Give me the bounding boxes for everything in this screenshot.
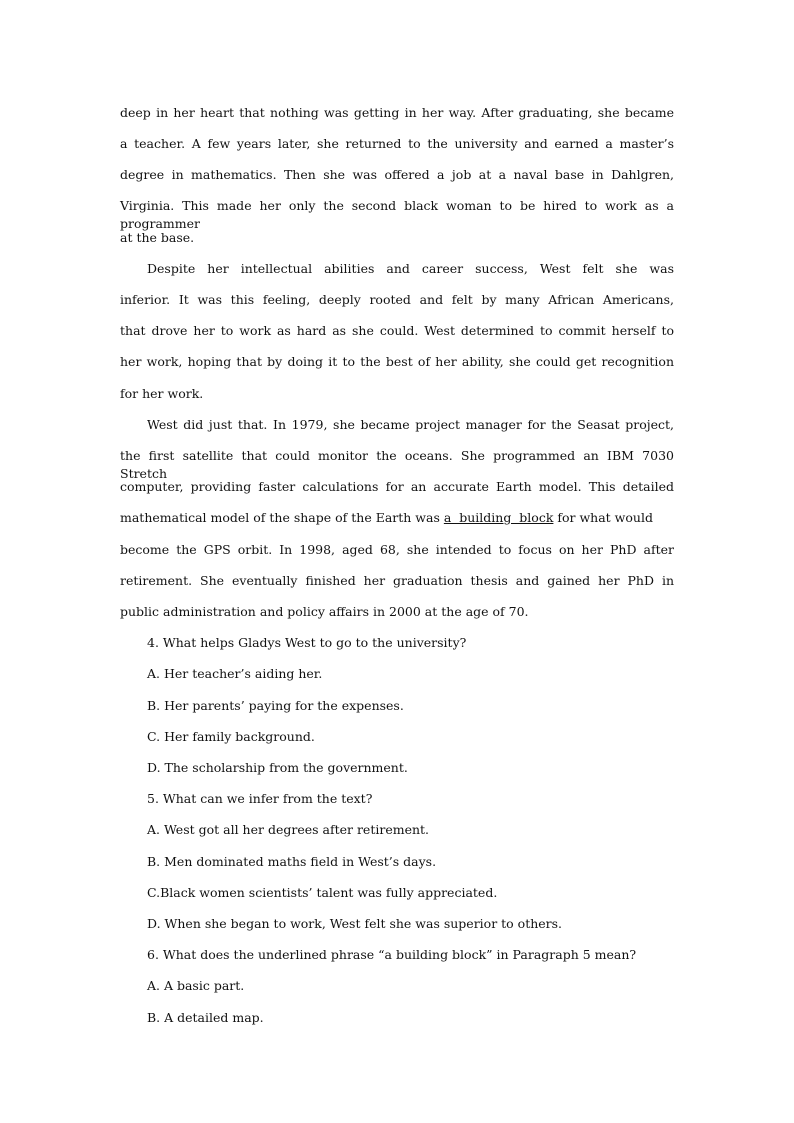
paragraph-1-line: degree in mathematics. Then she was offered a job at a naval base in Dahlgren, bbox=[120, 167, 674, 182]
answer-option: C. Her family background. bbox=[147, 729, 315, 744]
line-text: mathematical model of the shape of the Earth was bbox=[120, 510, 444, 525]
paragraph-3-line: become the GPS orbit. In 1998, aged 68, she intended to focus on her PhD after bbox=[120, 542, 674, 557]
paragraph-3-line: retirement. She eventually finished her graduation thesis and gained her PhD in bbox=[120, 573, 674, 588]
paragraph-2-line: inferior. It was this feeling, deeply rooted and felt by many African Americans, bbox=[120, 292, 674, 307]
paragraph-1-line: at the base. bbox=[120, 230, 195, 245]
question-stem: 4. What helps Gladys West to go to the university? bbox=[147, 635, 467, 650]
paragraph-1-line: Virginia. This made her only the second black woman to be hired to work as a programmer bbox=[120, 198, 674, 231]
paragraph-1-line: a teacher. A few years later, she returned to the university and earned a master’s bbox=[120, 136, 674, 151]
answer-option: A. Her teacher’s aiding her. bbox=[147, 666, 323, 681]
paragraph-3-line: the first satellite that could monitor the oceans. She programmed an IBM 7030 Stretch bbox=[120, 448, 674, 481]
paragraph-3-line: public administration and policy affairs in 2000 at the age of 70. bbox=[120, 604, 529, 619]
line-text: for what would bbox=[553, 510, 653, 525]
paragraph-2-line: for her work. bbox=[120, 386, 204, 401]
answer-option: B. A detailed map. bbox=[147, 1010, 264, 1025]
answer-option: C.Black women scientists’ talent was fully appreciated. bbox=[147, 885, 498, 900]
question-stem: 6. What does the underlined phrase “a building block” in Paragraph 5 mean? bbox=[147, 947, 637, 962]
paragraph-3-line: West did just that. In 1979, she became project manager for the Seasat project, bbox=[147, 417, 674, 432]
answer-option: B. Her parents’ paying for the expenses. bbox=[147, 698, 404, 713]
paragraph-3-line bbox=[120, 509, 674, 527]
underlined-phrase: a building block bbox=[443, 510, 554, 525]
paragraph-2-line: that drove her to work as hard as she could. West determined to commit herself to bbox=[120, 323, 674, 338]
paragraph-3-line: computer, providing faster calculations for an accurate Earth model. This detailed bbox=[120, 479, 674, 494]
paragraph-2-line: Despite her intellectual abilities and career success, West felt she was bbox=[147, 261, 674, 276]
paragraph-2-line: her work, hoping that by doing it to the best of her ability, she could get recognition bbox=[120, 354, 674, 369]
question-stem: 5. What can we infer from the text? bbox=[147, 791, 373, 806]
answer-option: A. West got all her degrees after retirement. bbox=[147, 822, 430, 837]
answer-option: A. A basic part. bbox=[147, 978, 245, 993]
answer-option: B. Men dominated maths field in West’s days. bbox=[147, 854, 437, 869]
answer-option: D. The scholarship from the government. bbox=[147, 760, 408, 775]
answer-option: D. When she began to work, West felt she was superior to others. bbox=[147, 916, 563, 931]
paragraph-1-line: deep in her heart that nothing was getting in her way. After graduating, she became bbox=[120, 105, 674, 120]
